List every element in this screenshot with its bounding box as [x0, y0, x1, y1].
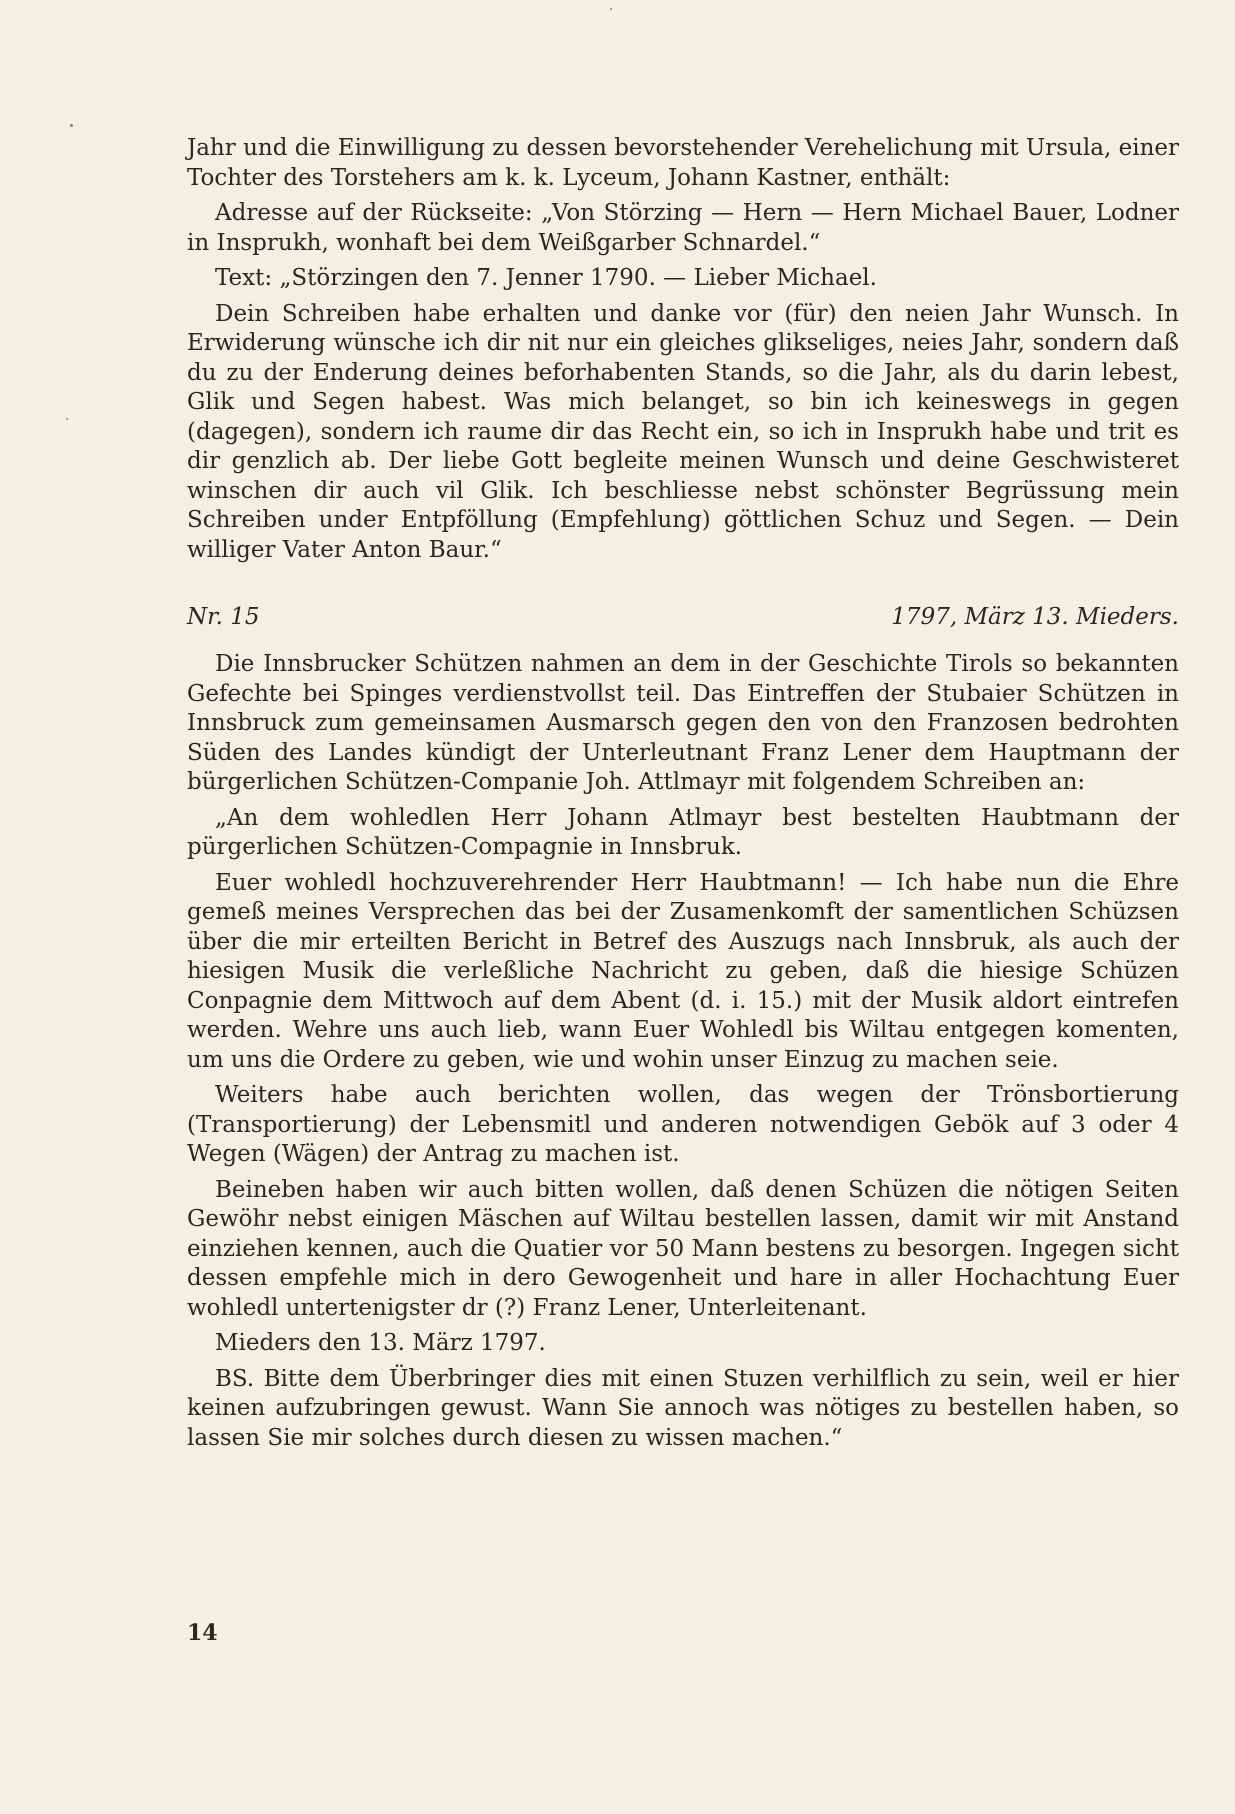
text-heading-paragraph: Text: „Störzingen den 7. Jenner 1790. — Lieber Michael. [215, 265, 877, 291]
document-page [187, 134, 1179, 1459]
paper-speck [610, 8, 612, 10]
address-paragraph: Adresse auf der Rückseite: „Von Störzing — Hern — Hern Michael Bauer, Lodner in Insprukh, wonhaft bei dem Weißgarber Schnardel.“ [187, 200, 1179, 256]
letter-section-15 [187, 650, 1179, 1453]
letter-body-paragraph: Dein Schreiben habe erhalten und danke vor (für) den neien Jahr Wunsch. In Erwiderung wünsche ich dir nit nur ein gleiches glikseliges, neies Jahr, sondern daß du zu der Enderung deines beforhabenten Stands, so die Jahr, als du darin lebest, Glik und Segen habest. Was mich belanget, so bin ich keineswegs in gegen (dagegen), sondern ich raume dir das Recht ein, so ich in Insprukh habe und trit es dir genzlich ab. Der liebe Gott begleite meinen Wunsch und deine Geschwisteret winschen dir auch vil Glik. Ich beschliesse nebst schönster Begrüssung mein Schreiben under Entpföllung (Empfehlung) göttlichen Schuz und Segen. — Dein williger Vater Anton Baur.“ [187, 300, 1179, 563]
letter-body-paragraph: Beineben haben wir auch bitten wollen, daß denen Schüzen die nötigen Seiten Gewöhr nebst einigen Mäschen auf Wiltau bestellen lassen, damit wir mit Anstand einziehen kennen, auch die Quatier vor 50 Mann bestens zu besorgen. Ingegen sicht dessen empfehle mich in dero Gewogenheit und hare in aller Hochachtung Euer wohledl untertenigster dr (?) Franz Lener, Unterleitenant. [187, 1176, 1179, 1321]
page-number: 14 [187, 1620, 218, 1646]
paper-speck [66, 418, 68, 420]
intro-paragraph: Jahr und die Einwilligung zu dessen bevorstehender Verehelichung mit Ursula, einer Tochter des Torstehers am k. k. Lyceum, Johann Kastner, enthält: [187, 135, 1179, 191]
address-paragraph: „An dem wohledlen Herr Johann Atlmayr best bestelten Haubtmann der pürgerlichen Schützen-Compagnie in Innsbruk. [187, 804, 1179, 860]
letter-body-paragraph: Weiters habe auch berichten wollen, das wegen der Trönsbortierung (Transportierung) der Lebensmitl und anderen notwendigen Gebök auf 3 oder 4 Wegen (Wägen) der Antrag zu machen ist. [187, 1082, 1179, 1167]
letter-section-continued [187, 134, 1179, 565]
postscript-paragraph: BS. Bitte dem Überbringer dies mit einen Stuzen verhilflich zu sein, weil er hier keinen aufzubringen gewust. Wann Sie annoch was nötiges zu bestellen haben, so lassen Sie mir solches durch diesen zu wissen machen.“ [187, 1365, 1179, 1451]
document-entry-heading [187, 603, 1179, 632]
context-paragraph: Die Innsbrucker Schützen nahmen an dem in der Geschichte Tirols so bekannten Gefechte bei Spinges verdienstvollst teil. Das Eintreffen der Stubaier Schützen in Innsbruck zum gemeinsamen Ausmarsch gegen den von den Franzosen bedrohten Süden des Landes kündigt der Unterleutnant Franz Lener dem Hauptmann der bürgerlichen Schützen-Companie Joh. Attlmayr mit folgendem Schreiben an: [187, 651, 1179, 795]
entry-number: Nr. 15 [187, 604, 260, 630]
letter-body-paragraph: Euer wohledl hochzuverehrender Herr Haubtmann! — Ich habe nun die Ehre gemeß meines Versprechen das bei der Zusamenkomft der samentlichen Schüzsen über die mir erteilten Bericht in Betref des Auszugs nach Innsbruk, als auch der hiesigen Musik die verleßliche Nachricht zu geben, daß die hiesige Schüzen Conpagnie dem Mittwoch auf dem Abent (d. i. 15.) mit der Musik aldort eintrefen werden. Wehre uns auch lieb, wann Euer Wohledl bis Wiltau entgegen komenten, um uns die Ordere zu geben, wie und wohin unser Einzug zu machen seie. [187, 869, 1179, 1073]
letter-dateline: Mieders den 13. März 1797. [215, 1330, 546, 1356]
entry-date-place: 1797, März 13. Mieders. [891, 604, 1179, 630]
paper-speck [70, 124, 73, 127]
